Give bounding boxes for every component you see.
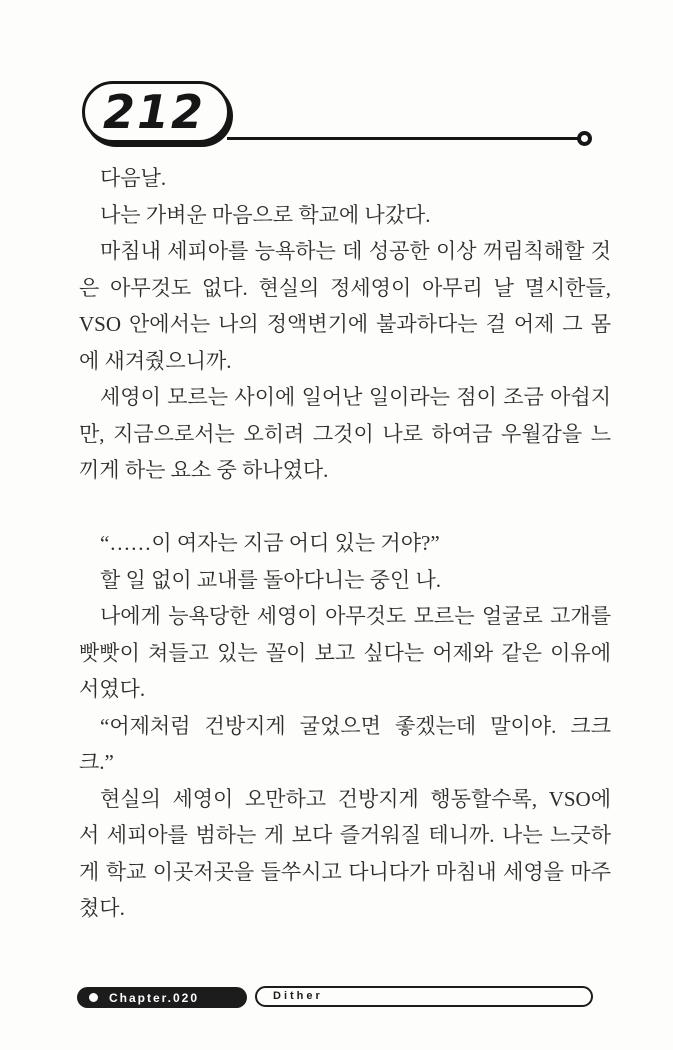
text-line: 빳빳이 쳐들고 있는 꼴이 보고 싶다는 어제와 같은 이유에	[79, 640, 611, 665]
text-line: 은 아무것도 없다. 현실의 정세영이 아무리 날 멸시한들,	[79, 275, 611, 300]
text-line: 게 학교 이곳저곳을 들쑤시고 다니다가 마침내 세영을 마주	[79, 859, 611, 884]
section-label: Dither	[273, 990, 323, 1002]
text-line: 할 일 없이 교내를 돌아다니는 중인 나.	[100, 567, 442, 592]
page-number: 212	[102, 85, 206, 139]
text-line: 쳤다.	[79, 896, 125, 920]
text-line: 다음날.	[100, 166, 167, 190]
body-text	[79, 160, 611, 927]
text-line: 나는 가벼운 마음으로 학교에 나갔다.	[100, 202, 431, 227]
text-line: “……이 여자는 지금 어디 있는 거야?”	[100, 531, 440, 555]
header-rule-end-dot	[577, 131, 592, 146]
text-line: 크.”	[79, 750, 114, 774]
text-line: 만, 지금으로서는 오히려 그것이 나로 하여금 우월감을 느	[79, 421, 611, 446]
page-number-badge	[82, 81, 230, 143]
text-line	[79, 489, 611, 526]
text-line: 현실의 세영이 오만하고 건방지게 행동할수록, VSO에	[100, 786, 611, 811]
text-line: VSO 안에서는 나의 정액변기에 불과하다는 걸 어제 그 몸	[79, 312, 611, 336]
footer-title-pill	[255, 986, 593, 1007]
text-line: 에 새겨줬으니까.	[79, 348, 232, 373]
footer-chapter-pill	[77, 987, 247, 1008]
text-line: 서 세피아를 범하는 게 보다 즐거워질 테니까. 나는 느긋하	[79, 823, 611, 847]
text-line: 마침내 세피아를 능욕하는 데 성공한 이상 꺼림칙해할 것	[100, 239, 611, 263]
text-line: 끼게 하는 요소 중 하나였다.	[79, 458, 329, 482]
text-line: 세영이 모르는 사이에 일어난 일이라는 점이 조금 아쉽지	[100, 385, 611, 409]
text-line: 서였다.	[79, 677, 146, 701]
bullet-dot-icon	[89, 993, 98, 1002]
text-line: “어제처럼 건방지게 굴었으면 좋겠는데 말이야. 크크	[100, 713, 611, 738]
header-rule	[227, 137, 580, 140]
chapter-label: Chapter.020	[109, 990, 200, 1005]
text-line: 나에게 능욕당한 세영이 아무것도 모르는 얼굴로 고개를	[100, 604, 611, 628]
